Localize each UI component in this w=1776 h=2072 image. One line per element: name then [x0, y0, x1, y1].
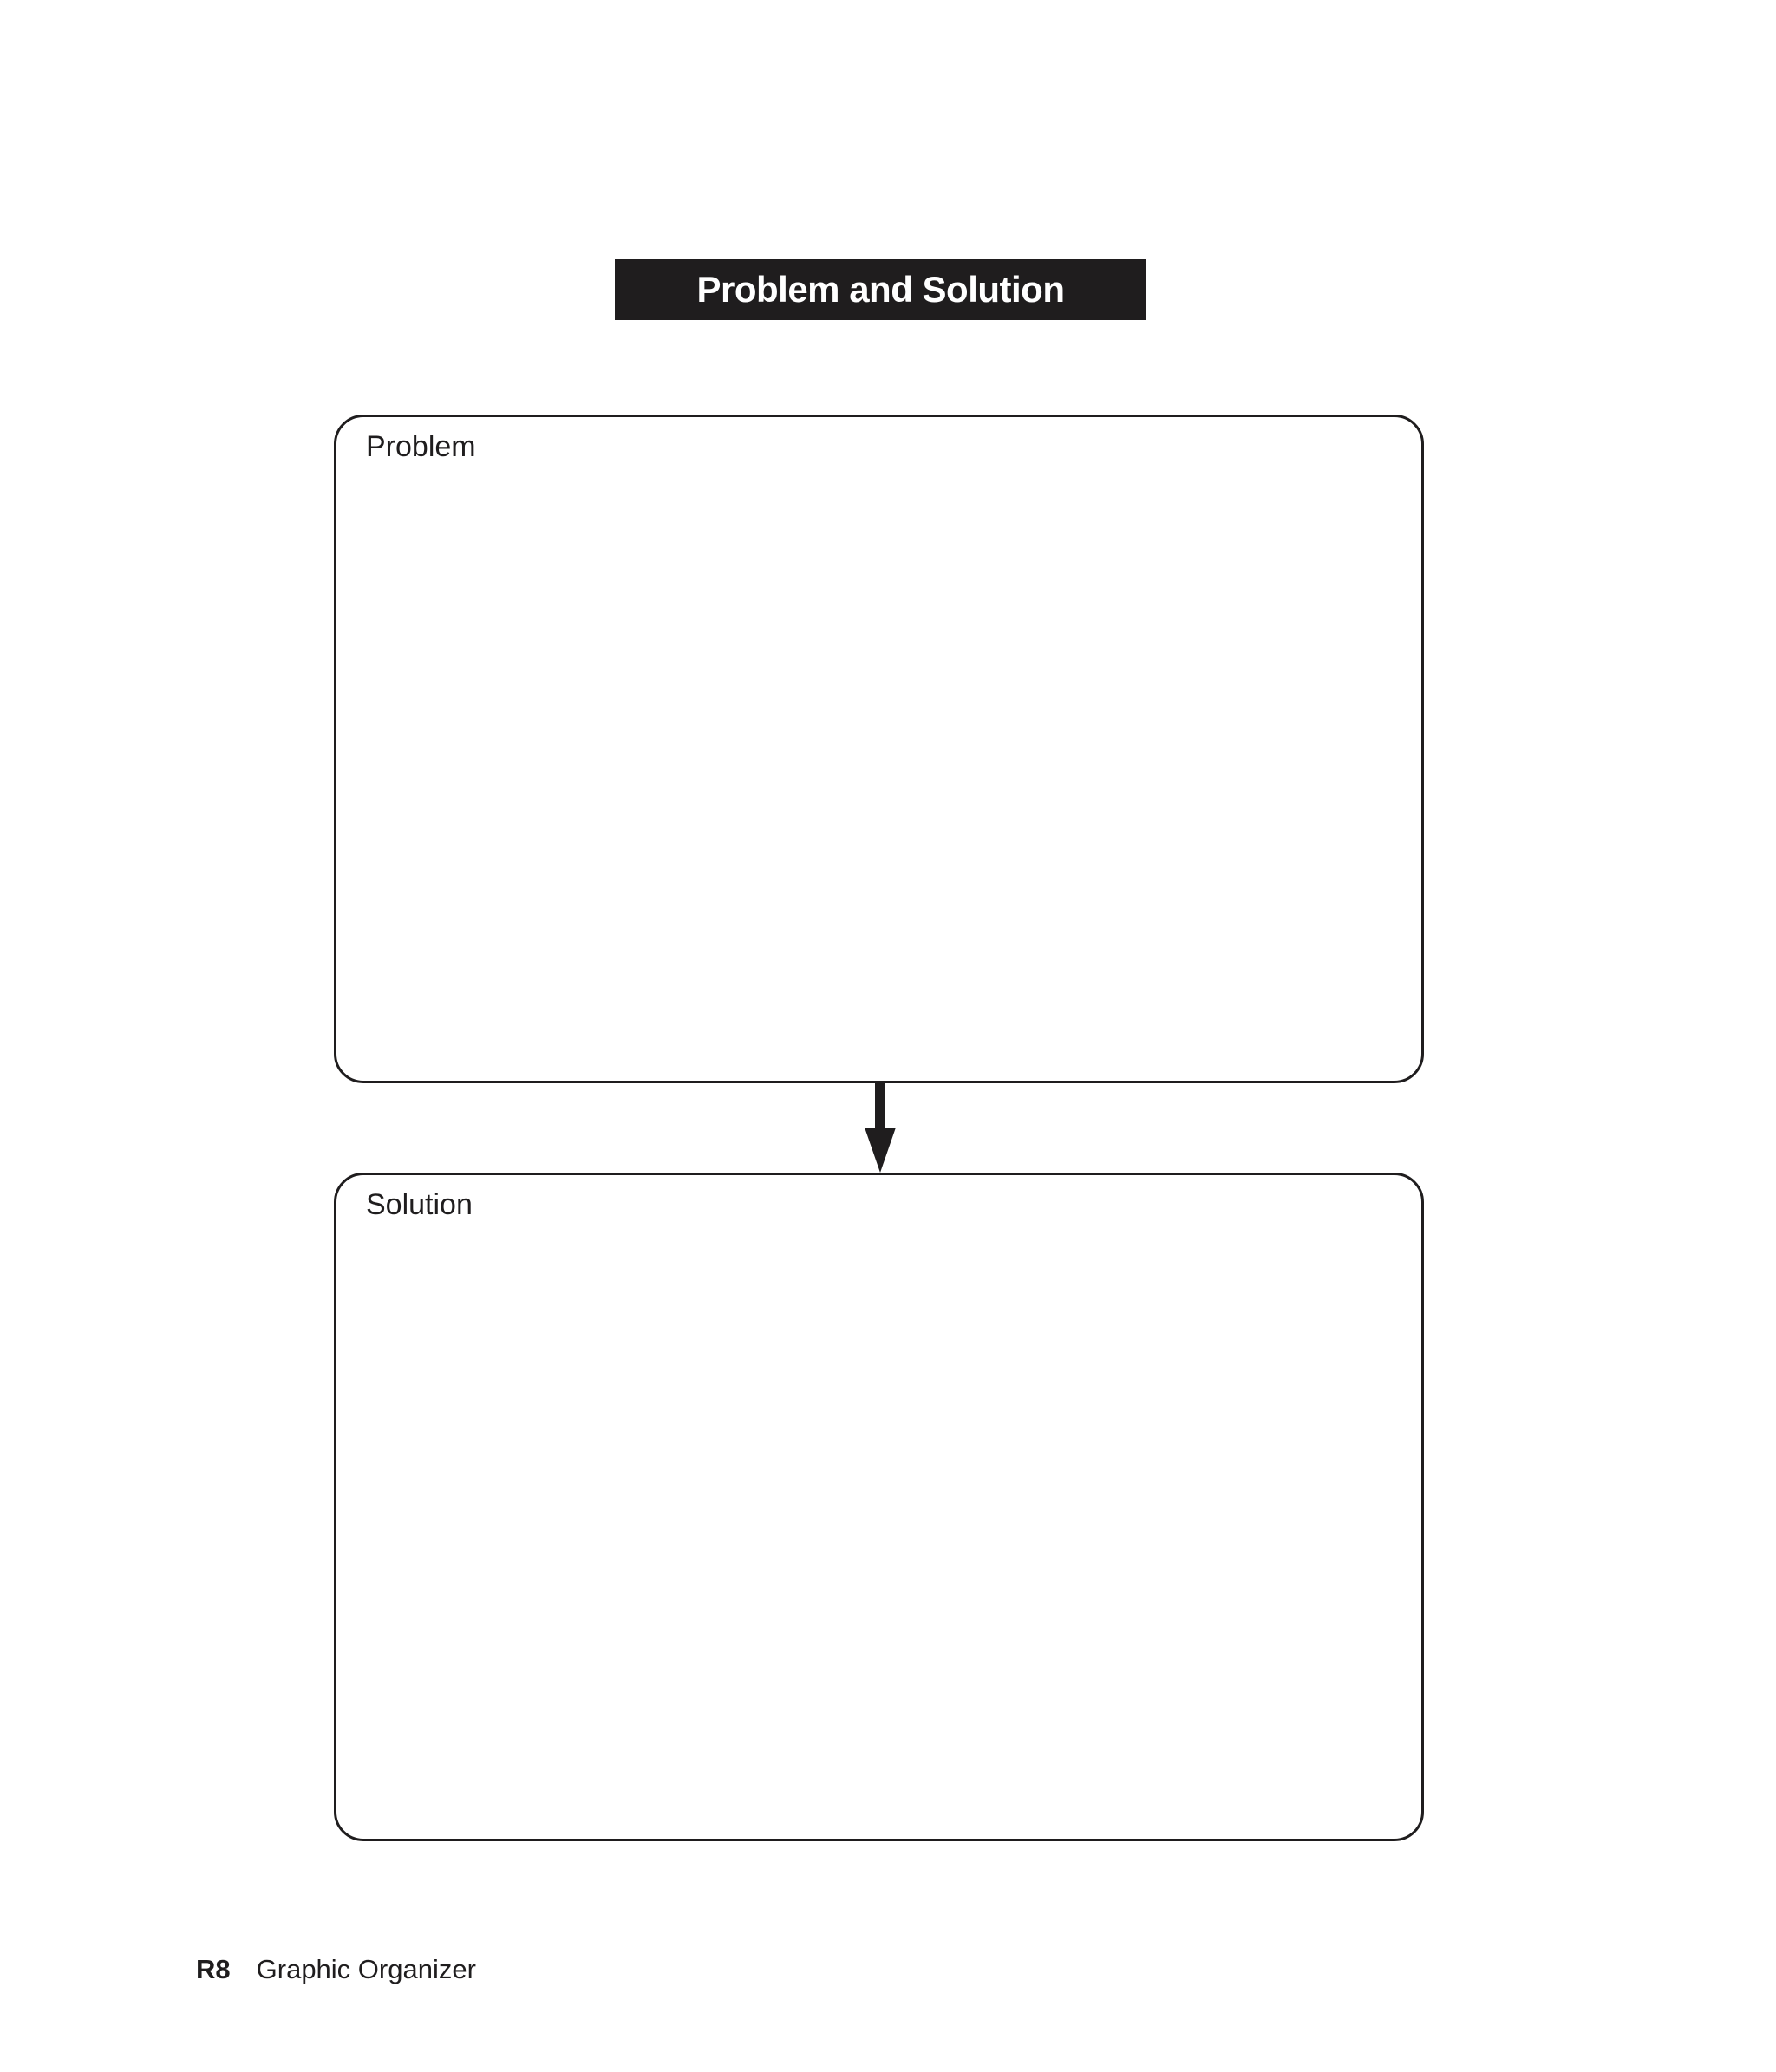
problem-label: Problem: [366, 430, 476, 463]
solution-box[interactable]: [334, 1173, 1424, 1841]
solution-label: Solution: [366, 1188, 473, 1221]
down-arrow-icon: [863, 1082, 898, 1173]
footer-section-label: Graphic Organizer: [256, 1954, 476, 1984]
title-banner: [615, 259, 1146, 320]
page-number: R8: [196, 1954, 231, 1984]
problem-box[interactable]: [334, 415, 1424, 1083]
page-title: Problem and Solution: [696, 269, 1065, 310]
page-footer: [196, 1953, 476, 1985]
